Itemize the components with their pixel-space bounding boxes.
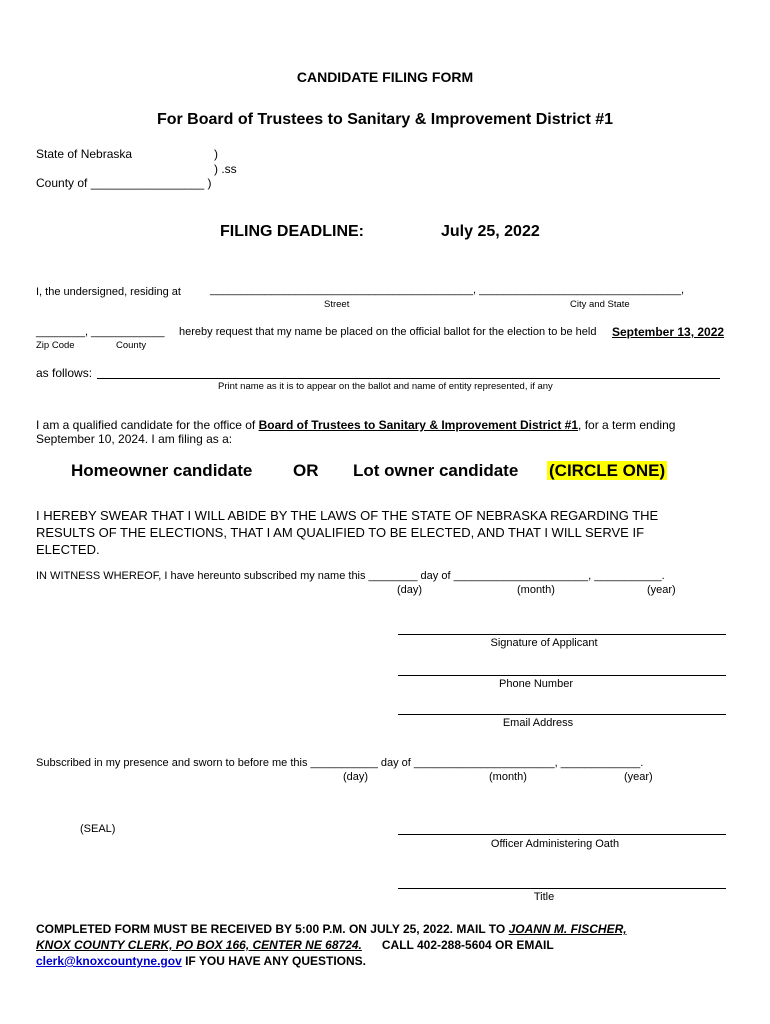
footer-line-1 <box>36 922 627 936</box>
circle-one-highlight: (CIRCLE ONE) <box>549 461 666 480</box>
form-subtitle: For Board of Trustees to Sanitary & Improvement District #1 <box>156 111 614 128</box>
phone-label: Phone Number <box>499 678 573 690</box>
footer-call: CALL 402-288-5604 OR EMAIL <box>361 938 554 952</box>
footer-end: IF YOU HAVE ANY QUESTIONS. <box>181 954 367 968</box>
sworn-month-label: (month) <box>489 771 527 783</box>
witness-year-label: (year) <box>647 584 676 596</box>
email-label: Email Address <box>502 717 574 729</box>
street-label: Street <box>324 299 350 310</box>
witness-statement[interactable]: IN WITNESS WHEREOF, I have hereunto subscribed my name this ________ day of ______________________, ___________. <box>36 570 665 582</box>
ballot-name-line[interactable] <box>97 378 720 379</box>
venue-paren-1: ) <box>214 147 218 161</box>
qualified-term: September 10, 2024. I am filing as a: <box>36 432 233 446</box>
form-title: CANDIDATE FILING FORM <box>296 69 474 85</box>
footer-email-link[interactable]: clerk@knoxcountyne.gov <box>36 954 182 968</box>
phone-line[interactable] <box>398 675 726 676</box>
lot-owner-option[interactable]: Lot owner candidate <box>353 461 519 480</box>
venue-paren-2: ) .ss <box>214 162 237 176</box>
qualified-pre: I am a qualified candidate for the office of <box>36 418 256 432</box>
city-state-label: City and State <box>570 299 630 310</box>
venue-state: State of Nebraska <box>36 147 133 161</box>
oath-line-1: I HEREBY SWEAR THAT I WILL ABIDE BY THE LAWS OF THE STATE OF NEBRASKA REGARDING THE <box>36 508 659 523</box>
residence-blanks[interactable]: ___________________________________________, _________________________________, <box>210 284 685 296</box>
title-line[interactable] <box>398 888 726 889</box>
footer-line-2 <box>36 938 554 952</box>
sworn-statement[interactable]: Subscribed in my presence and sworn to before me this ___________ day of _______________________, _____________. <box>36 757 644 769</box>
signature-label: Signature of Applicant <box>490 637 598 649</box>
deadline-date: July 25, 2022 <box>441 223 540 240</box>
homeowner-option[interactable]: Homeowner candidate <box>71 461 253 480</box>
officer-line[interactable] <box>398 834 726 835</box>
election-date: September 13, 2022 <box>612 325 725 339</box>
footer-clerk-name: JOANN M. FISCHER, <box>508 922 627 936</box>
zip-county-blanks[interactable]: ________, ____________ <box>36 326 165 338</box>
sworn-year-label: (year) <box>624 771 653 783</box>
venue-county: County of _________________ ) <box>36 176 212 190</box>
seal-label: (SEAL) <box>80 823 116 835</box>
footer-line-3 <box>36 954 366 968</box>
qualified-statement <box>36 418 675 432</box>
circle-one-note <box>547 461 667 481</box>
witness-month-label: (month) <box>517 584 555 596</box>
officer-label: Officer Administering Oath <box>490 838 620 850</box>
or-label: OR <box>293 461 319 480</box>
title-label: Title <box>533 891 555 903</box>
request-text: hereby request that my name be placed on the official ballot for the election to be held <box>179 326 597 338</box>
footer-deadline-text: COMPLETED FORM MUST BE RECEIVED BY 5:00 P.M. ON JULY 25, 2022. MAIL TO <box>36 922 509 936</box>
ballot-name-caption: Print name as it is to appear on the ballot and name of entity represented, if any <box>218 381 553 392</box>
qualified-office: Board of Trustees to Sanitary & Improvement District #1 <box>258 418 579 432</box>
deadline-label: FILING DEADLINE: <box>220 223 364 240</box>
email-line[interactable] <box>398 714 726 715</box>
residence-intro: I, the undersigned, residing at <box>36 286 181 298</box>
oath-line-3: ELECTED. <box>36 542 100 557</box>
sworn-day-label: (day) <box>343 771 369 783</box>
qualified-post: , for a term ending <box>578 418 676 432</box>
witness-day-label: (day) <box>397 584 423 596</box>
footer-address: KNOX COUNTY CLERK, PO BOX 166, CENTER NE 68724. <box>36 938 362 952</box>
zip-code-label: Zip Code <box>36 340 75 351</box>
signature-line[interactable] <box>398 634 726 635</box>
oath-line-2: RESULTS OF THE ELECTIONS, THAT I AM QUALIFIED TO BE ELECTED, AND THAT I WILL SERVE IF <box>36 525 645 540</box>
county-label: County <box>116 340 147 351</box>
as-follows-label: as follows: <box>36 366 93 380</box>
